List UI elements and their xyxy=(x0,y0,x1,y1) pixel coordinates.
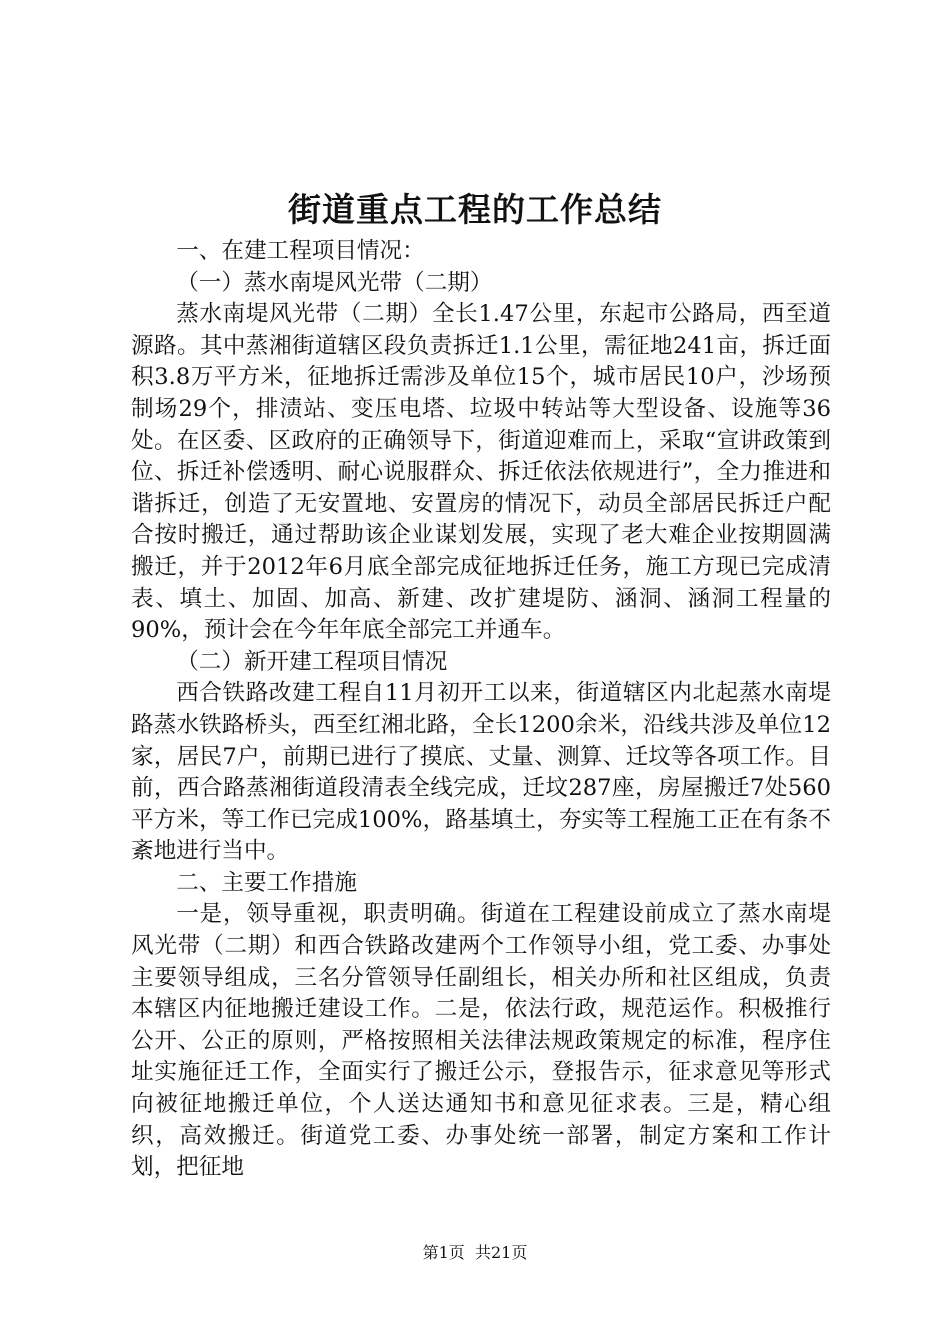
section-heading: 一、在建工程项目情况： xyxy=(176,238,425,264)
body-paragraph: 蒸水南堤风光带（二期）全长1.47公里，东起市公路局，西至道源路。其中蒸湘街道辖区段负责拆迁1.1公里，需征地241亩，拆迁面积3.8万平方米，征地拆迁需涉及单位15个，城市居民10户，沙场预制场29个，排渍站、变压电塔、垃圾中转站等大型设备、设施等36处。在区委、区政府的正确领导下，街道迎难而上，采取“宣讲政策到位、拆迁补偿透明、耐心说服群众、拆迁依法依规进行”，全力推进和谐拆迁，创造了无安置地、安置房的情况下，动员全部居民拆迁户配合按时搬迁，通过帮助该企业谋划发展，实现了老大难企业按期圆满搬迁，并于2012年6月底全部完成征地拆迁任务，施工方现已完成清表、填土、加固、加高、新建、改扩建堤防、涵洞、涵洞工程量的90%，预计会在今年年底全部完工并通车。 xyxy=(131,301,831,644)
page-footer xyxy=(0,1242,950,1264)
footer-separator xyxy=(465,1243,475,1262)
page-total: 共21页 xyxy=(474,1243,528,1262)
page-number: 第1页 xyxy=(422,1243,465,1262)
subsection-heading: （一）蒸水南堤风光带（二期） xyxy=(176,269,493,296)
document-body xyxy=(131,236,831,1184)
body-paragraph: 一是，领导重视，职责明确。街道在工程建设前成立了蒸水南堤风光带（二期）和西合铁路改建两个工作领导小组，党工委、办事处主要领导组成，三名分管领导任副组长，相关办所和社区组成，负责本辖区内征地搬迁建设工作。二是，依法行政，规范运作。积极推行公开、公正的原则，严格按照相关法律法规政策规定的标准，程序住址实施征迁工作，全面实行了搬迁公示，登报告示，征求意见等形式向被征地搬迁单位，个人送达通知书和意见征求表。三是，精心组织，高效搬迁。街道党工委、办事处统一部署，制定方案和工作计划，把征地 xyxy=(131,901,831,1181)
document-title: 街道重点工程的工作总结 xyxy=(288,190,662,229)
body-paragraph: 西合铁路改建工程自11月初开工以来，街道辖区内北起蒸水南堤路蒸水铁路桥头，西至红湘北路，全长1200余米，沿线共涉及单位12家，居民7户，前期已进行了摸底、丈量、测算、迁坟等各项工作。目前，西合路蒸湘街道段清表全线完成，迁坟287座，房屋搬迁7处560平方米，等工作已完成100%，路基填土，夯实等工程施工正在有条不紊地进行当中。 xyxy=(131,680,831,865)
section-heading: 二、主要工作措施 xyxy=(176,869,357,896)
subsection-heading: （二）新开建工程项目情况 xyxy=(176,648,448,675)
